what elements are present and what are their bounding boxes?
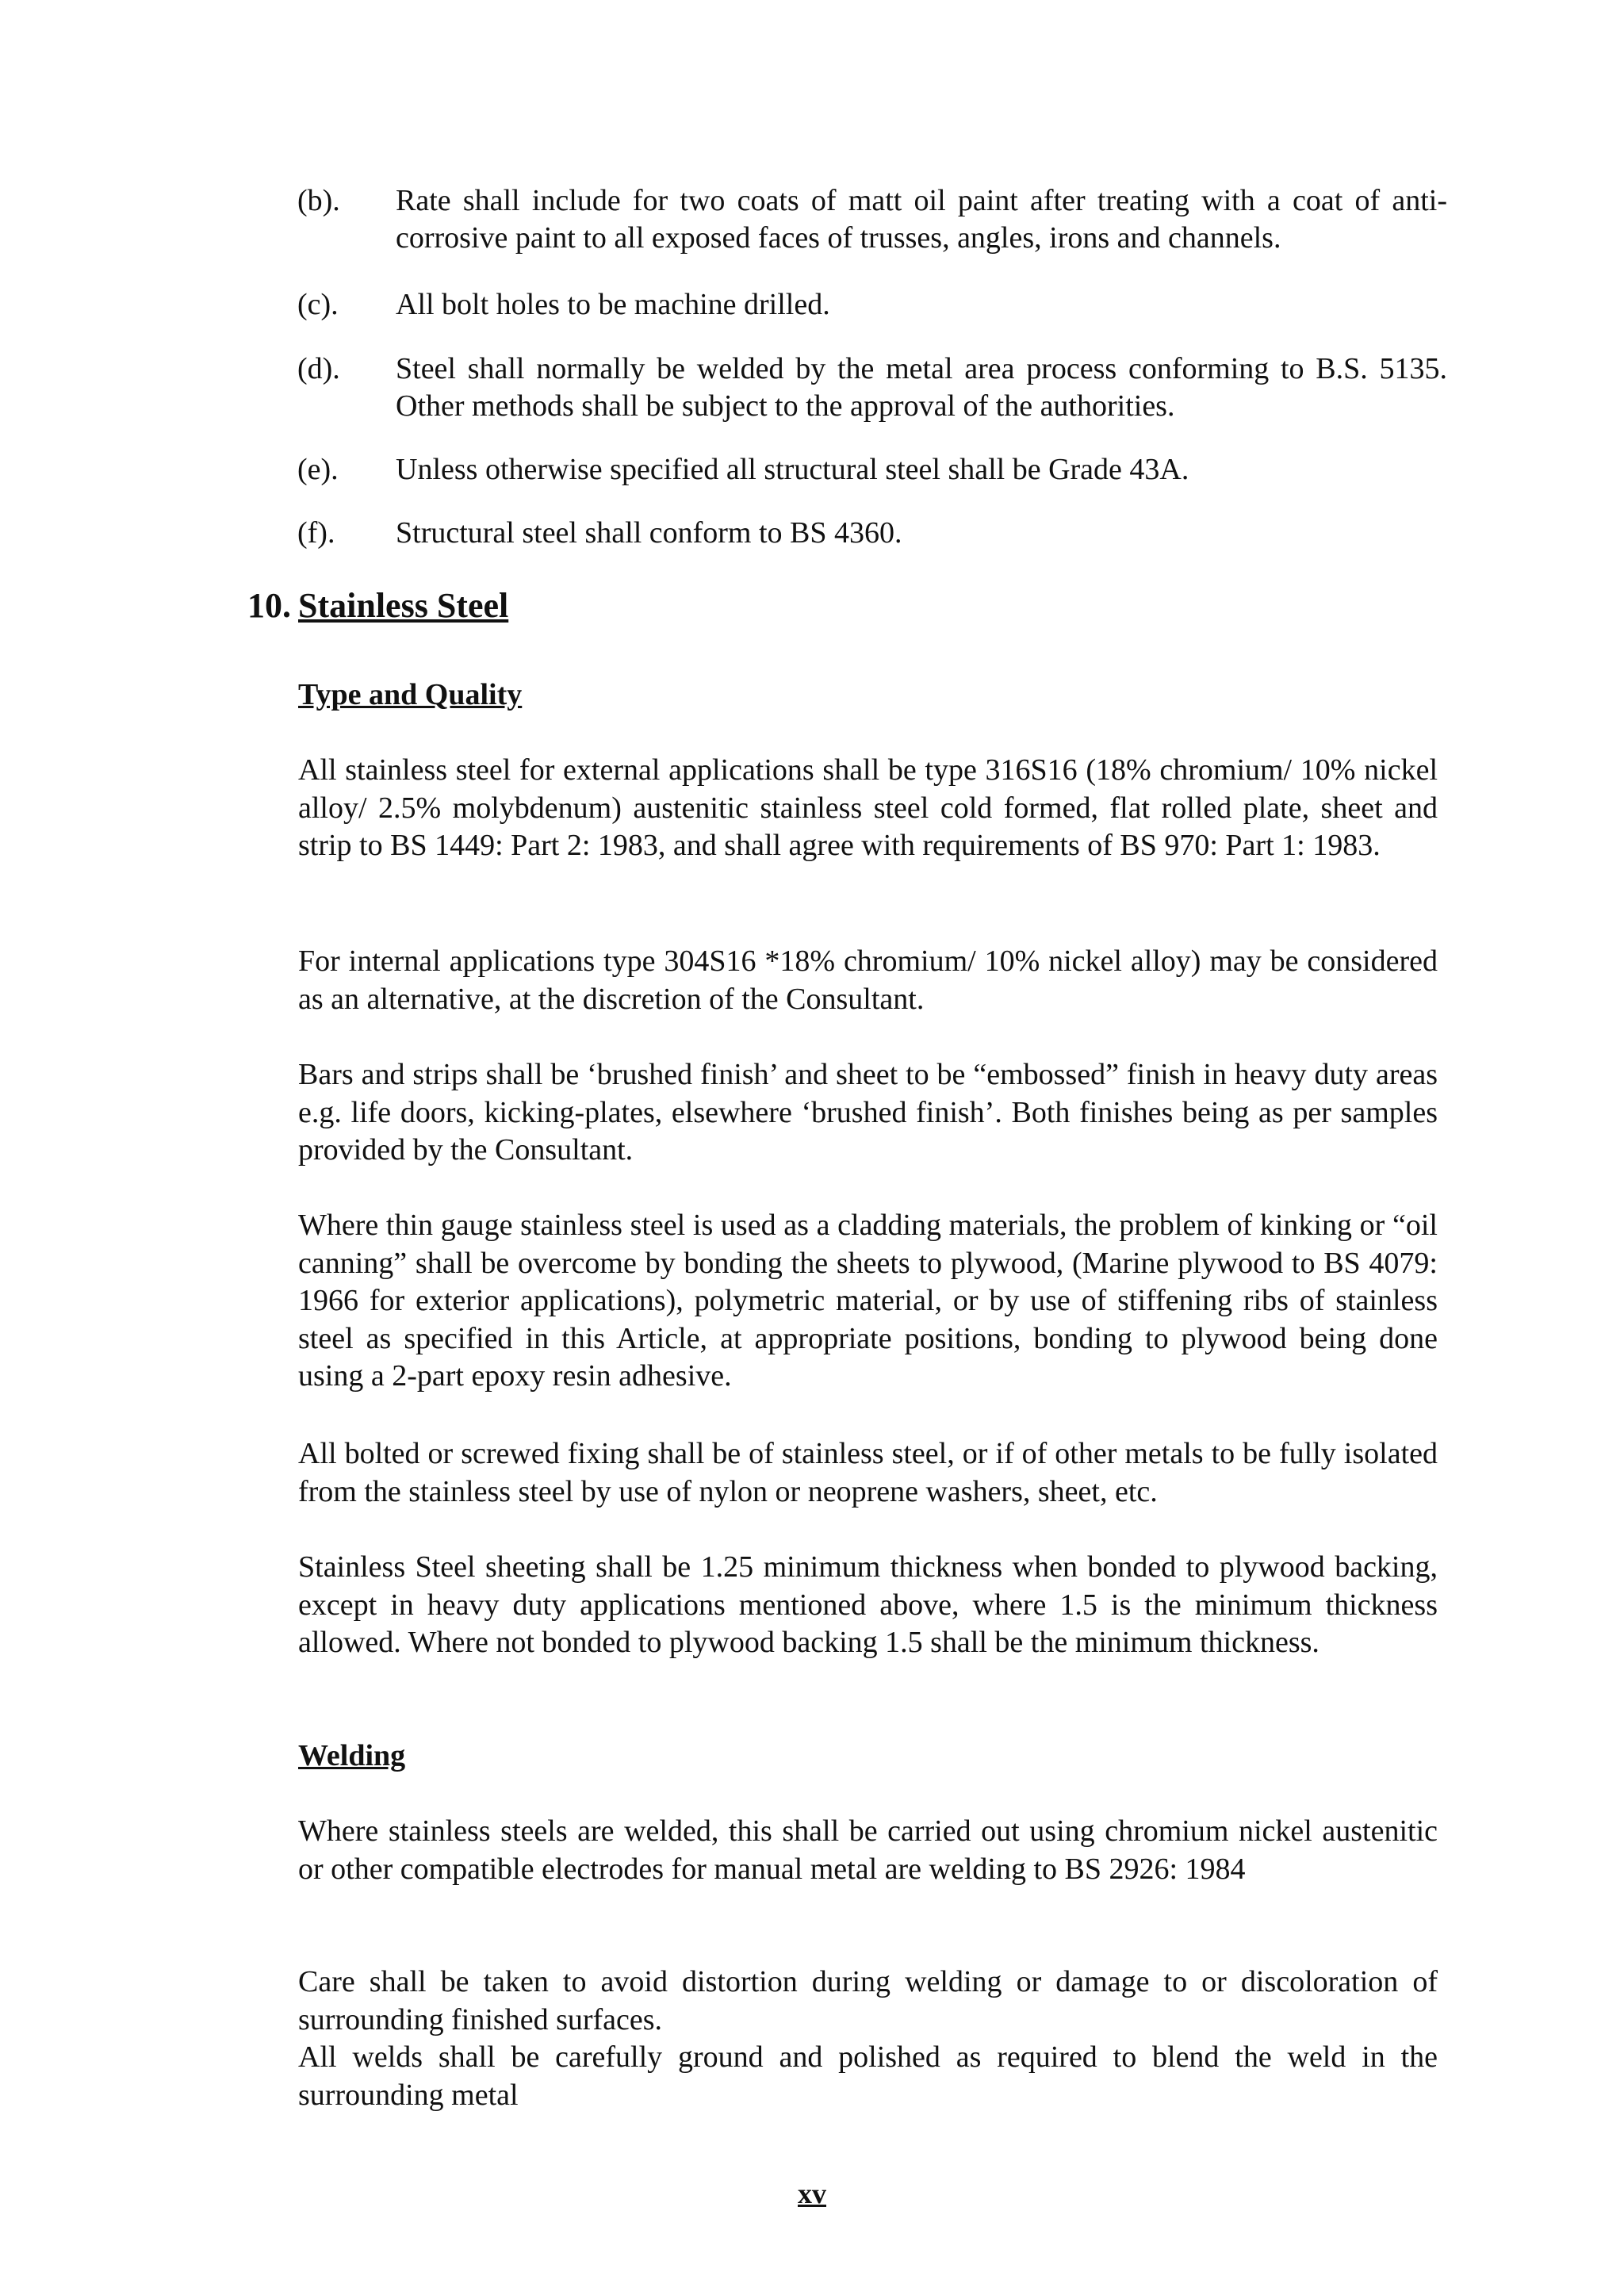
paragraph: All bolted or screwed fixing shall be of stainless steel, or if of other metals to be fully isolated from the stainless steel by use of nylon or neoprene washers, sheet, etc. (298, 1437, 1438, 1508)
paragraph: For internal applications type 304S16 *18% chromium/ 10% nickel alloy) may be considered as an alternative, at the discretion of the Consultant. (298, 944, 1438, 1016)
list-marker: (b). (297, 184, 340, 217)
paragraph: All stainless steel for external applications shall be type 316S16 (18% chromium/ 10% nickel alloy/ 2.5% molybdenum) austenitic stainless steel cold formed, flat rolled plate, sheet and strip to BS 1449: Part 2: 1983, and shall agree with requirements of BS 970: Part 1: 1983. (298, 753, 1438, 862)
list-text: Unless otherwise specified all structural steel shall be Grade 43A. (396, 453, 1189, 486)
list-marker: (e). (297, 453, 339, 486)
list-marker: (f). (297, 516, 335, 550)
list-text: Rate shall include for two coats of matt oil paint after treating with a coat of anti-corrosive paint to all exposed faces of trusses, angles, irons and channels. (396, 184, 1447, 255)
list-marker: (c). (297, 288, 339, 321)
list-marker: (d). (297, 352, 340, 385)
list-text: Structural steel shall conform to BS 4360. (396, 516, 902, 550)
paragraph: All welds shall be carefully ground and polished as required to blend the weld in the surrounding metal (298, 2040, 1438, 2112)
page-number: xv (798, 2178, 826, 2209)
paragraph: Where stainless steels are welded, this shall be carried out using chromium nickel austenitic or other compatible electrodes for manual metal are welding to BS 2926: 1984 (298, 1814, 1438, 1886)
paragraph: Stainless Steel sheeting shall be 1.25 minimum thickness when bonded to plywood backing, except in heavy duty applications mentioned above, where 1.5 is the minimum thickness allowed. Where not bonded to plywood backing 1.5 shall be the minimum thickness. (298, 1550, 1438, 1659)
list-text: Steel shall normally be welded by the metal area process conforming to B.S. 5135. Other methods shall be subject to the approval of the authorities. (396, 352, 1447, 423)
paragraph: Bars and strips shall be ‘brushed finish’ and sheet to be “embossed” finish in heavy duty areas e.g. life doors, kicking-plates, elsewhere ‘brushed finish’. Both finishes being as per samples provided by the Consultant. (298, 1058, 1438, 1167)
section-title: Stainless Steel (298, 586, 509, 625)
list-text: All bolt holes to be machine drilled. (396, 288, 830, 321)
section-number: 10. (247, 586, 291, 625)
paragraph: Where thin gauge stainless steel is used as a cladding materials, the problem of kinking or “oil canning” shall be overcome by bonding the sheets to plywood, (Marine plywood to BS 4079: 1966 for exterior applications), polymetric material, or by use of stiffening ribs of stainless steel as specified in this Article, at appropriate positions, bonding to plywood being done using a 2-part epoxy resin adhesive. (298, 1209, 1438, 1393)
subheading-welding: Welding (298, 1739, 406, 1772)
subheading-type-and-quality: Type and Quality (298, 678, 523, 711)
paragraph: Care shall be taken to avoid distortion during welding or damage to or discoloration of surrounding finished surfaces. (298, 1965, 1438, 2036)
